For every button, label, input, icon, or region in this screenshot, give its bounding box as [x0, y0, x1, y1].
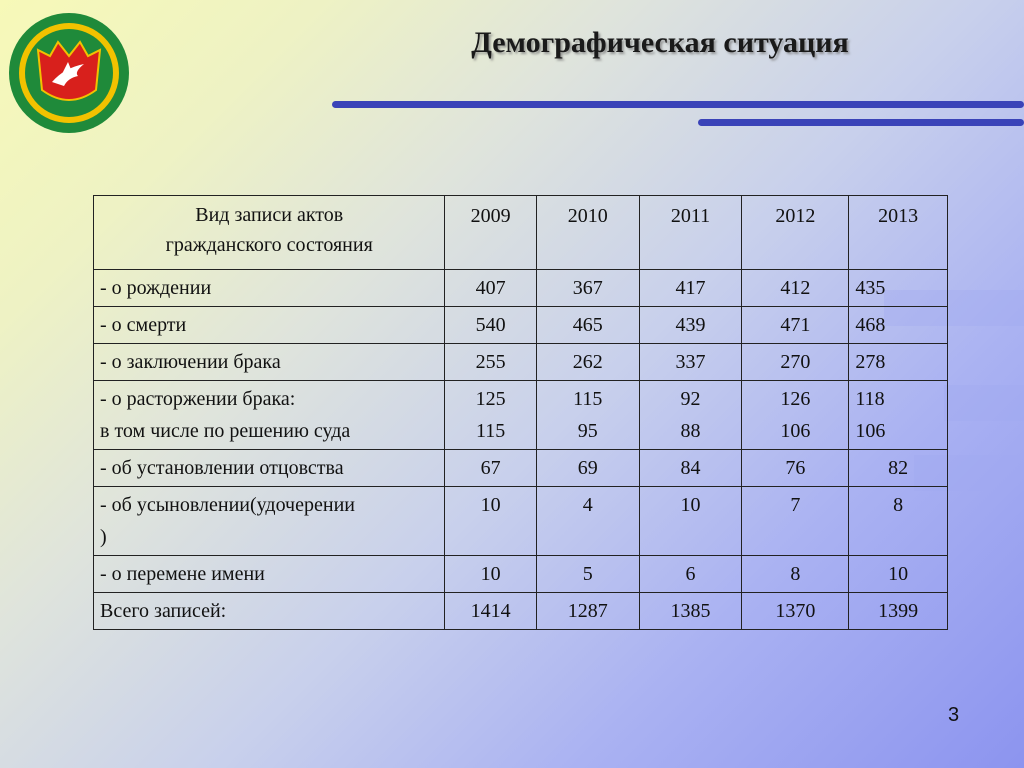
cell-value: 10: [445, 487, 536, 556]
table-row: [94, 381, 948, 450]
cell-value: 69: [536, 450, 639, 487]
cell-value: 255: [445, 344, 536, 381]
cell-value: 5: [536, 556, 639, 593]
title-underline-short: [698, 119, 1024, 126]
table-header-row: [94, 196, 948, 270]
cell-value: 8: [742, 556, 849, 593]
header-year: 2011: [639, 196, 742, 270]
row-label-sub: в том числе по решению суда: [100, 420, 351, 442]
cell-value: 125 115: [445, 381, 536, 450]
cell-value: 84: [639, 450, 742, 487]
cell-value: 1287: [536, 593, 639, 630]
cell-value: 278: [849, 344, 948, 381]
row-label-main: - об усыновлении(удочерении: [100, 494, 355, 516]
cell-value: 4: [536, 487, 639, 556]
row-label: - об установлении отцовства: [94, 450, 445, 487]
table-row: [94, 450, 948, 487]
page-number: 3: [948, 704, 960, 726]
header-year: 2009: [445, 196, 536, 270]
cell-value: 82: [849, 450, 948, 487]
header-record-type: Вид записи актов гражданского состояния: [94, 196, 445, 270]
row-label: [94, 381, 445, 450]
cell-value: 126 106: [742, 381, 849, 450]
table-row: [94, 270, 948, 307]
cell-value: 7: [742, 487, 849, 556]
tatarstan-emblem-icon: [8, 12, 130, 134]
cell-value: 471: [742, 307, 849, 344]
header-year: 2010: [536, 196, 639, 270]
table-total-row: [94, 593, 948, 630]
cell-value: 270: [742, 344, 849, 381]
table-row: [94, 307, 948, 344]
title-underline: [332, 101, 1024, 108]
cell-value: 1414: [445, 593, 536, 630]
table-row: [94, 344, 948, 381]
cell-value: 412: [742, 270, 849, 307]
cell-value: 435: [849, 270, 948, 307]
cell-value: 1385: [639, 593, 742, 630]
cell-value: 10: [445, 556, 536, 593]
cell-value: 1399: [849, 593, 948, 630]
cell-value: 10: [639, 487, 742, 556]
cell-value: 118 106: [849, 381, 948, 450]
cell-value: 262: [536, 344, 639, 381]
header-year: 2012: [742, 196, 849, 270]
row-label: Всего записей:: [94, 593, 445, 630]
cell-value: 465: [536, 307, 639, 344]
background-band: [944, 385, 1024, 421]
cell-value: 417: [639, 270, 742, 307]
cell-value: 337: [639, 344, 742, 381]
table-row: [94, 556, 948, 593]
cell-value: 407: [445, 270, 536, 307]
row-label-cont: ): [100, 526, 107, 548]
row-label: - о рождении: [94, 270, 445, 307]
cell-value: 115 95: [536, 381, 639, 450]
cell-value: 367: [536, 270, 639, 307]
row-label-main: - о расторжении брака:: [100, 388, 296, 410]
cell-value: 6: [639, 556, 742, 593]
cell-value: 92 88: [639, 381, 742, 450]
page-title: Демографическая ситуация: [471, 26, 849, 59]
table-row: [94, 487, 948, 556]
row-label: - о заключении брака: [94, 344, 445, 381]
cell-value: 439: [639, 307, 742, 344]
cell-value: 8: [849, 487, 948, 556]
row-label: [94, 487, 445, 556]
row-label: - о смерти: [94, 307, 445, 344]
header-year: 2013: [849, 196, 948, 270]
cell-value: 76: [742, 450, 849, 487]
cell-value: 1370: [742, 593, 849, 630]
civil-records-table: [93, 195, 948, 630]
row-label: - о перемене имени: [94, 556, 445, 593]
cell-value: 468: [849, 307, 948, 344]
cell-value: 540: [445, 307, 536, 344]
cell-value: 67: [445, 450, 536, 487]
cell-value: 10: [849, 556, 948, 593]
